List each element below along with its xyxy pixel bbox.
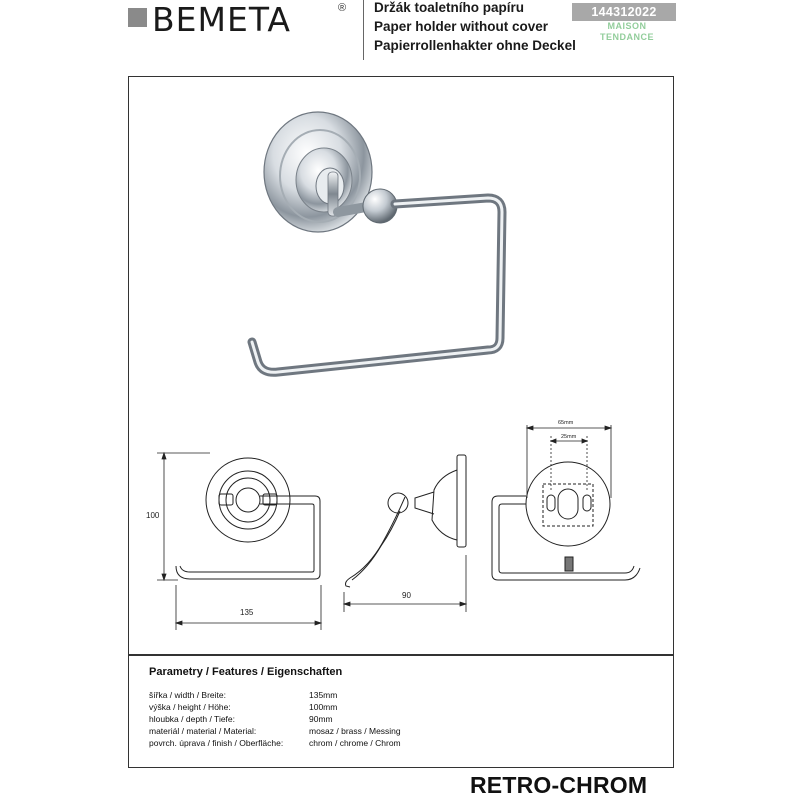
title-cz: Držák toaletního papíru xyxy=(374,0,525,15)
param-value-width: 135mm xyxy=(309,690,338,700)
parameters-title: Parametry / Features / Eigenschaften xyxy=(149,666,343,678)
side-view xyxy=(346,455,467,587)
product-photo xyxy=(252,112,502,372)
title-de: Papierrollenhakter ohne Deckel xyxy=(374,38,576,53)
front-view xyxy=(176,458,320,579)
series-name: RETRO-CHROM xyxy=(470,772,648,798)
depth-dim-label: 90 xyxy=(402,591,411,600)
title-en: Paper holder without cover xyxy=(374,19,549,34)
watermark-line-2: TENDANCE xyxy=(599,32,654,42)
param-label-width: šířka / width / Breite: xyxy=(149,690,226,700)
inner-dim-label: 25mm xyxy=(561,434,577,440)
param-value-finish: chrom / chrome / Chrom xyxy=(309,738,401,748)
registered-mark: ® xyxy=(338,2,347,14)
height-dim-label: 100 xyxy=(146,511,160,520)
product-code-badge: 144312022 xyxy=(572,3,676,21)
rear-view xyxy=(492,462,640,580)
param-value-material: mosaz / brass / Messing xyxy=(309,726,401,736)
outer-dim-label: 65mm xyxy=(558,420,574,426)
watermark-line-1: MAISON xyxy=(607,21,647,31)
param-label-material: materiál / material / Material: xyxy=(149,726,257,736)
param-label-height: výška / height / Höhe: xyxy=(149,702,231,712)
param-label-depth: hloubka / depth / Tiefe: xyxy=(149,714,236,724)
param-value-height: 100mm xyxy=(309,702,338,712)
side-view-dimensions xyxy=(344,555,466,612)
brand-logo: BEMETA xyxy=(152,0,291,39)
width-dim-label: 135 xyxy=(240,608,254,617)
param-label-finish: povrch. úprava / finish / Oberfläche: xyxy=(149,738,284,748)
param-value-depth: 90mm xyxy=(309,714,333,724)
